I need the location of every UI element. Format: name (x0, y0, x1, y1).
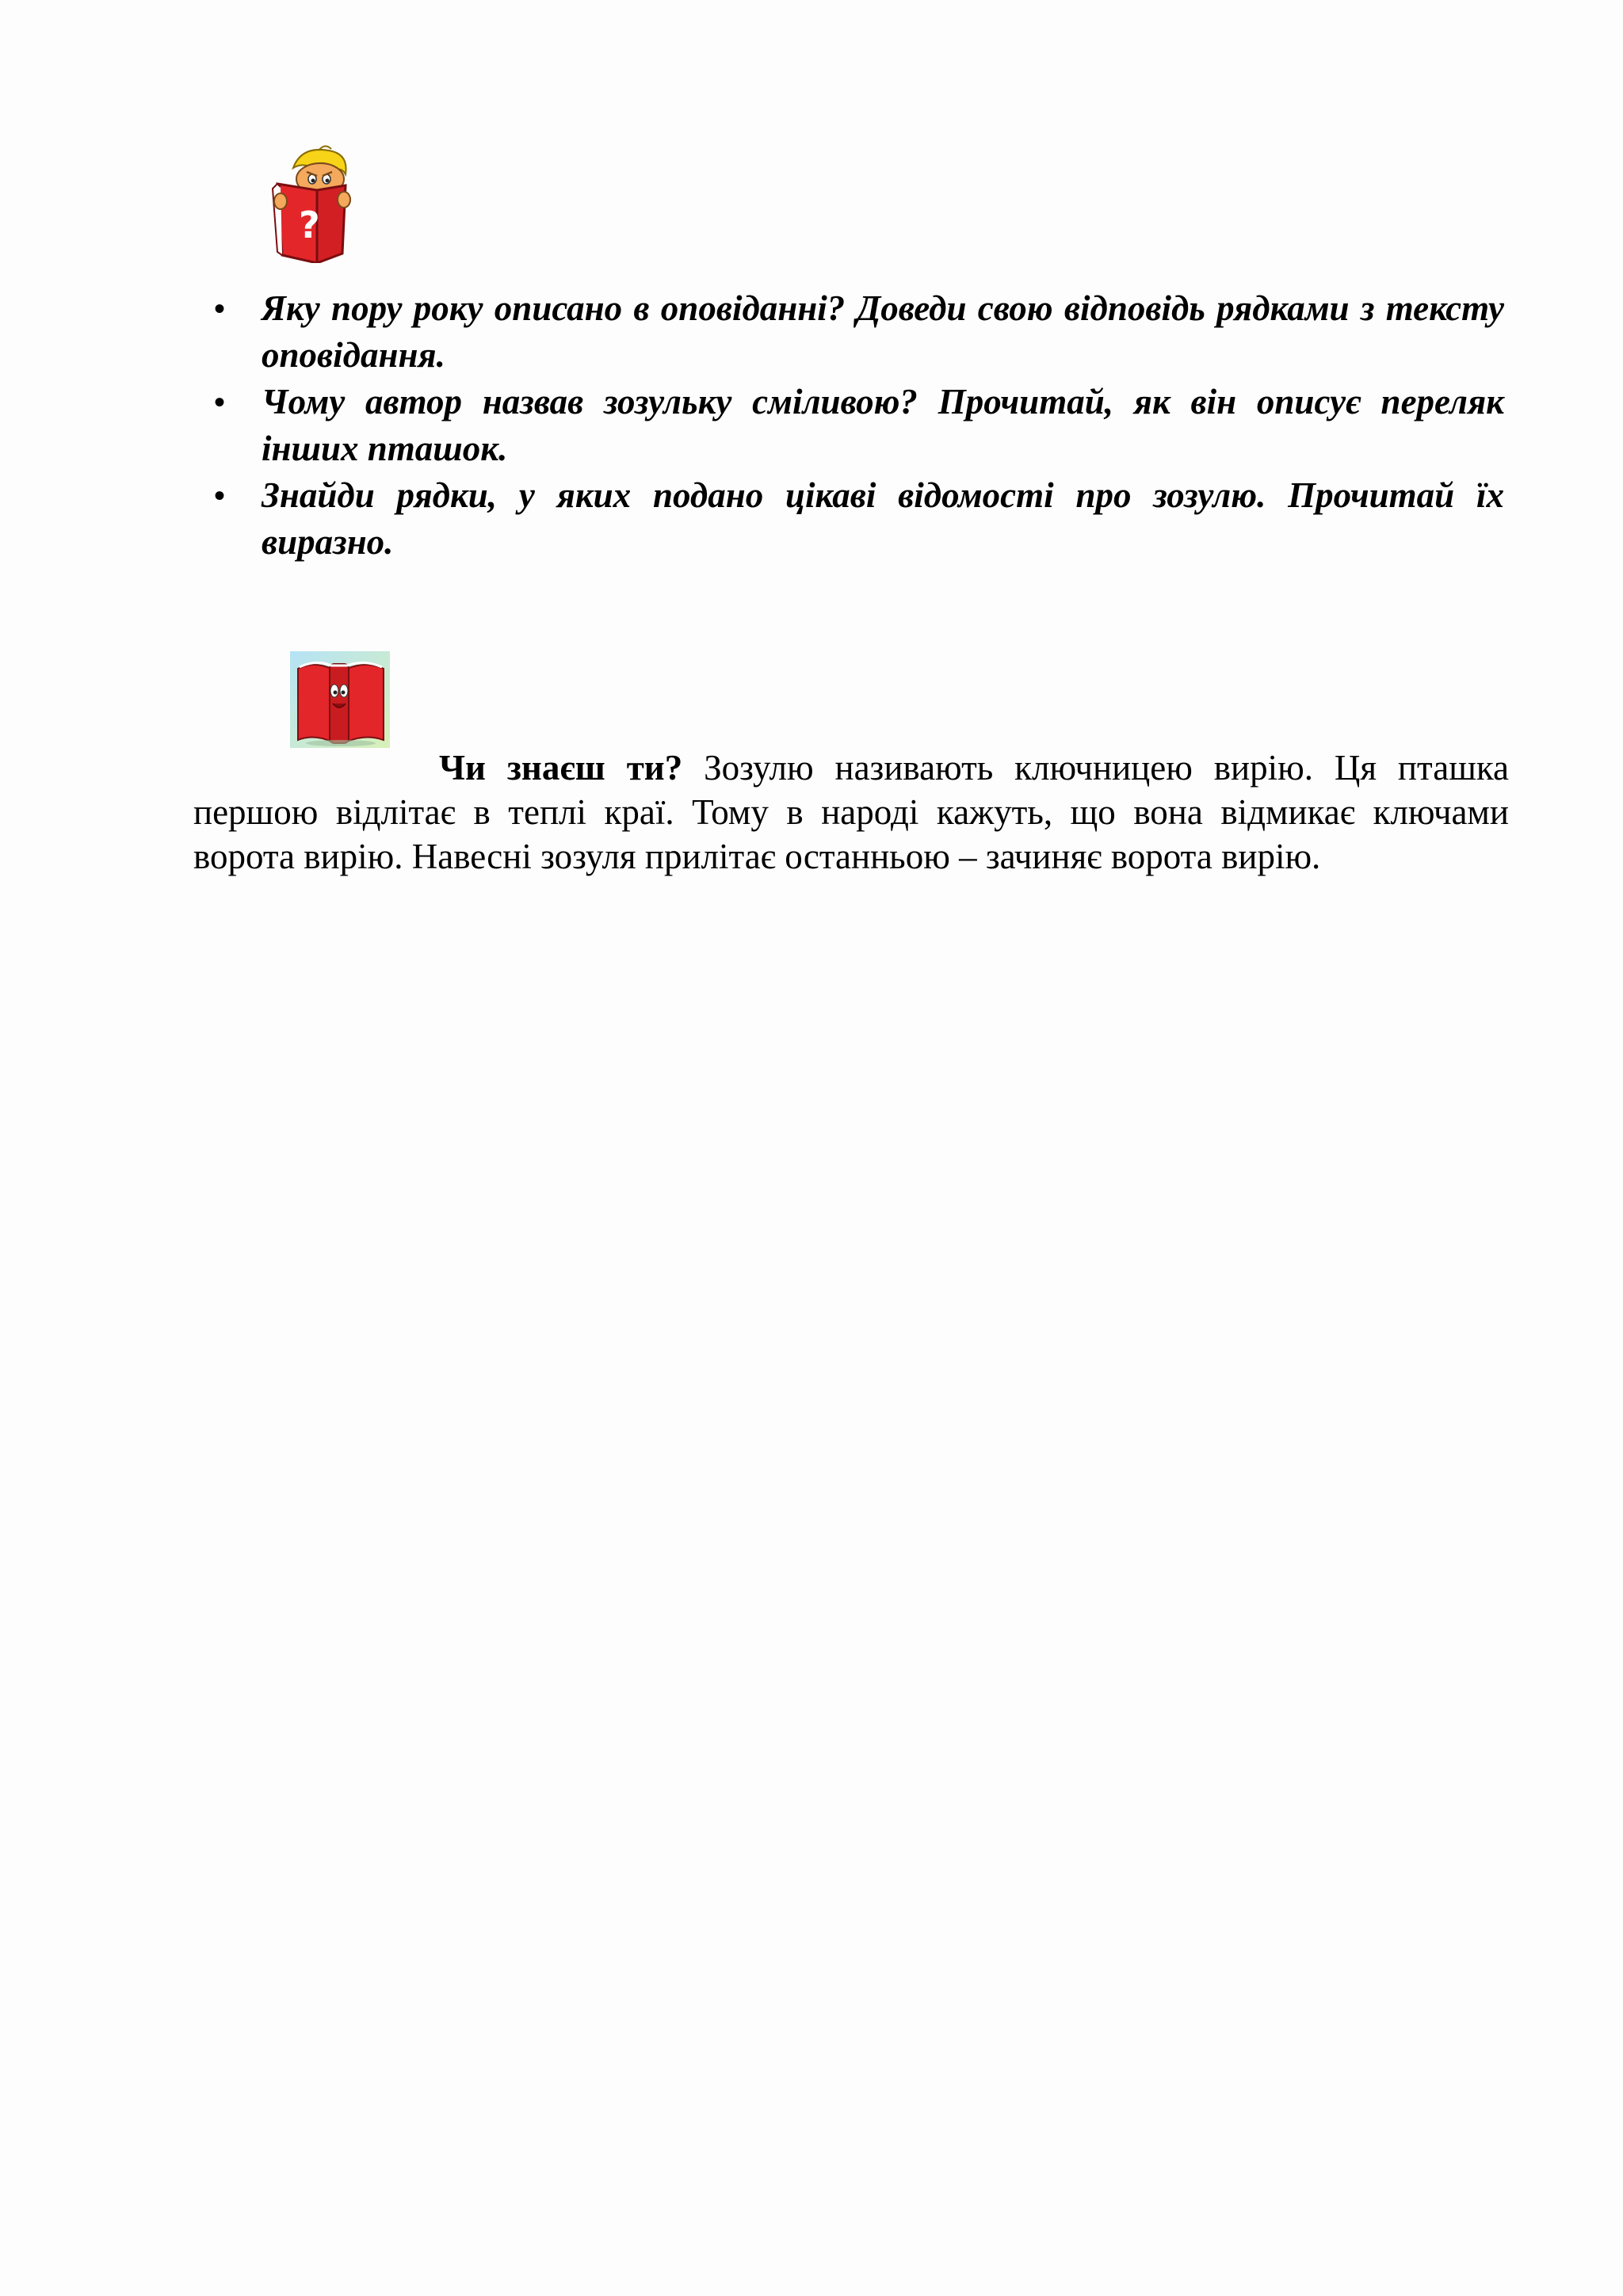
question-text-1: Яку пору року описано в оповіданні? Доведи свою відповідь рядками з тексту оповідання. (262, 288, 1504, 375)
svg-text:?: ? (299, 204, 320, 246)
bullet-icon: • (214, 478, 226, 513)
did-you-know-heading: Чи знаєш ти? (439, 748, 683, 788)
did-you-know-text: Зозулю називають ключницею вирію. Ця пташка першою відлітає в теплі краї. Тому в народі кажуть, що вона відмикає ключами ворота вирію. Навесні зозуля прилітає останньою – зачиняє ворота вирію. (193, 748, 1510, 876)
question-text-2: Чому автор назвав зозульку сміливою? Прочитай, як він описує переляк інших пташок. (262, 382, 1504, 468)
bullet-icon: • (214, 384, 226, 420)
smiling-red-book-icon (290, 651, 390, 748)
question-item-3 (204, 472, 1504, 566)
question-text-3: Знайди рядки, у яких подано цікаві відомості про зозулю. Прочитай їх виразно. (262, 475, 1504, 562)
bullet-icon: • (214, 291, 226, 326)
question-item-2 (204, 379, 1504, 472)
question-item-1 (204, 285, 1504, 379)
did-you-know-paragraph (193, 746, 1509, 879)
question-list (204, 285, 1504, 566)
girl-with-question-book-icon (269, 144, 365, 263)
